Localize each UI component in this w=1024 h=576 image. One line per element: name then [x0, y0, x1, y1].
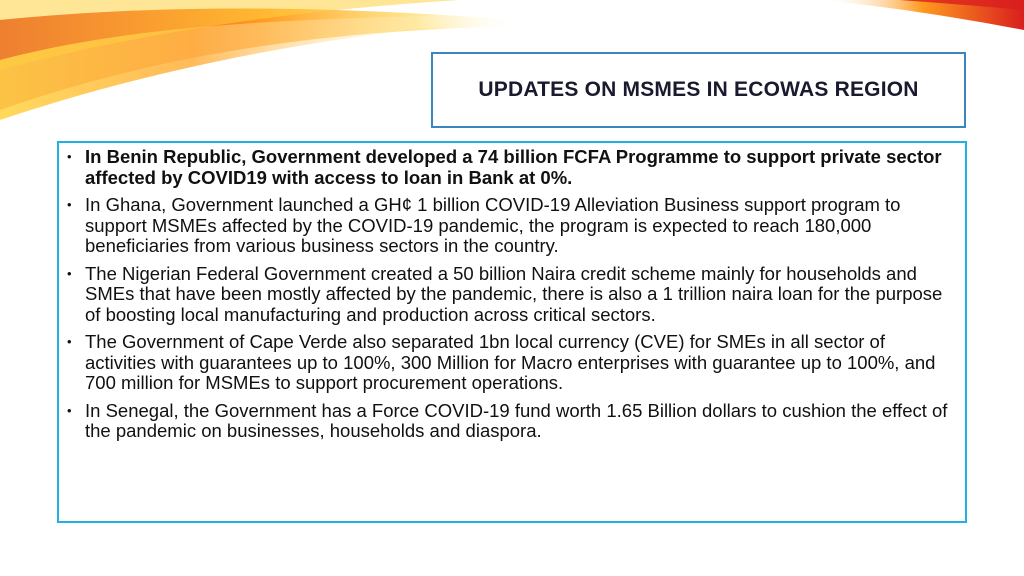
bullet-text: In Senegal, the Government has a Force COVID-19 fund worth 1.65 Billion dollars to cushion the effect of the pandemic on businesses, households and diaspora. — [85, 399, 948, 441]
bullet-nigeria — [65, 264, 957, 326]
bullet-ghana — [65, 195, 957, 257]
bullet-senegal — [65, 401, 957, 442]
bullet-text: The Nigerian Federal Government created a 50 billion Naira credit scheme mainly for households and SMEs that have been mostly affected by the pandemic, there is also a 1 trillion naira loan for the purpose of boosting local manufacturing and production across critical sectors. — [85, 262, 943, 325]
bullet-icon: • — [67, 149, 72, 164]
bullet-text: The Government of Cape Verde also separated 1bn local currency (CVE) for SMEs in all sector of activities with guarantees up to 100%, 300 Million for Macro enterprises with guarantee up to 100%, and 700 million for MSMEs to support procurement operations. — [85, 331, 936, 393]
content-box — [57, 141, 967, 523]
bullet-benin — [65, 147, 957, 188]
bullet-icon: • — [67, 334, 72, 349]
bullet-text: In Benin Republic, Government developed a 74 billion FCFA Programme to support private sector affected by COVID19 with access to loan in Bank at 0%. — [85, 146, 942, 188]
bullet-cape-verde — [65, 332, 957, 394]
bullet-icon: • — [67, 402, 72, 418]
title-box — [431, 52, 966, 128]
slide-title: UPDATES ON MSMES IN ECOWAS REGION — [478, 78, 919, 101]
bullet-icon: • — [67, 265, 72, 281]
bullet-icon: • — [67, 197, 72, 212]
bullet-list — [65, 147, 957, 442]
bullet-text: In Ghana, Government launched a GH¢ 1 billion COVID-19 Alleviation Business support program to support MSMEs affected by the COVID-19 pandemic, the program is expected to reach 180,000 beneficiaries from various business sectors in the country. — [85, 194, 901, 256]
